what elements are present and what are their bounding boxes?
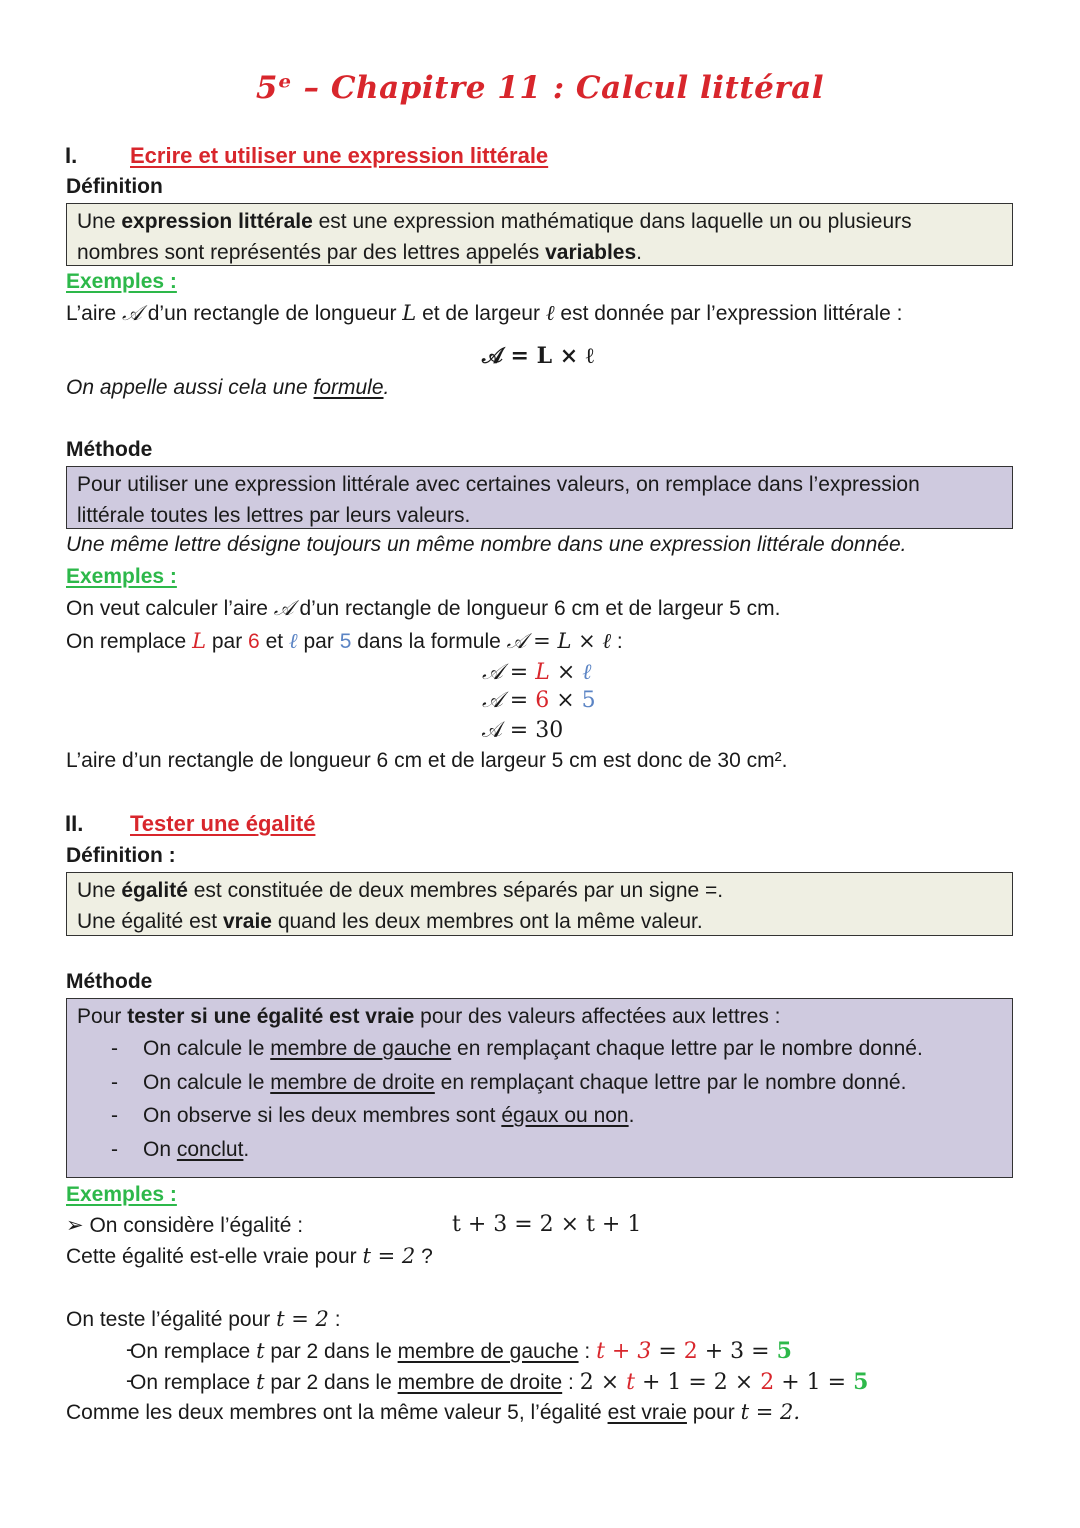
- d-expr2: 2: [760, 1370, 775, 1395]
- def2-a: Une: [77, 879, 122, 902]
- ex1-text-c: et de largeur: [416, 302, 546, 325]
- def1-text-f: .: [636, 241, 643, 264]
- test-c: :: [328, 1308, 341, 1331]
- ex2-var-l: ℓ: [288, 629, 298, 653]
- calc1-L: L: [535, 660, 550, 685]
- ex2-var-L: L: [192, 629, 207, 653]
- calc2-six: 6: [535, 688, 550, 713]
- b1a: On calcule le: [143, 1037, 271, 1060]
- g-result: 5: [776, 1338, 792, 1364]
- def2-term: égalité: [121, 879, 188, 902]
- def1-text-d: nombres sont représentés par des lettres appelés: [77, 241, 546, 264]
- definition-box-1: [66, 203, 1013, 266]
- d-b: par 2 dans le: [264, 1371, 398, 1394]
- var-l: ℓ: [545, 301, 555, 325]
- ex2-l2c: et: [259, 630, 289, 653]
- b3b: égaux ou non: [501, 1104, 629, 1127]
- list-item: [105, 1099, 1002, 1133]
- d-a: On remplace: [130, 1371, 257, 1394]
- concl-d: t = 2.: [740, 1400, 801, 1424]
- method-box-1: [66, 466, 1013, 529]
- question-b: t = 2: [362, 1244, 416, 1268]
- concl-a: Comme les deux membres ont la même valeur 5, l’égalité: [66, 1401, 608, 1424]
- example2-line2: [66, 629, 623, 654]
- ex2-l2f: :: [611, 630, 623, 653]
- ex2-l2a: On remplace: [66, 630, 193, 653]
- ex2-l2b: par: [206, 630, 249, 653]
- calc-step-3: 𝒜 = 30: [482, 718, 564, 743]
- right-member-line: [130, 1369, 868, 1395]
- consider-line: [66, 1213, 303, 1238]
- ex2-six: 6: [248, 630, 260, 653]
- def2-f: quand les deux membres ont la même valeur.: [271, 910, 703, 933]
- section-1-label: Ecrire et utiliser une expression littérale: [130, 143, 549, 168]
- ex1-text-b: d’un rectangle de longueur: [141, 302, 403, 325]
- arrow-icon: ➢: [66, 1214, 84, 1237]
- test-a: On teste l’égalité pour: [66, 1308, 277, 1331]
- method-label-2: Méthode: [66, 970, 153, 993]
- formula-note-c: .: [383, 376, 390, 399]
- d-t: t: [256, 1370, 265, 1394]
- b3c: .: [628, 1104, 635, 1127]
- definition-label-1: Définition: [66, 175, 163, 198]
- d-expr3: + 1 =: [774, 1370, 854, 1395]
- example2-line1: [66, 596, 780, 621]
- formula-note-a: On appelle aussi cela une: [66, 376, 314, 399]
- examples-label-2: Exemples :: [66, 565, 177, 588]
- question-c: ?: [415, 1245, 433, 1268]
- method-label-1: Méthode: [66, 438, 153, 461]
- page-title: 5ᵉ – Chapitre 11 : Calcul littéral: [255, 70, 825, 106]
- g-t: t: [256, 1339, 265, 1363]
- method2-bullets: [77, 1032, 1002, 1166]
- ex2-l1a: On veut calculer l’aire: [66, 597, 274, 620]
- b4b: conclut: [176, 1137, 244, 1161]
- definition-label-2: Définition :: [66, 844, 176, 867]
- def2-d: Une égalité est: [77, 910, 223, 933]
- definition-box-2: [66, 872, 1013, 936]
- def1-text-c: est une expression mathématique dans laquelle un ou plusieurs: [312, 210, 912, 233]
- b4a: On: [143, 1137, 177, 1161]
- calc2-a: 𝒜 =: [482, 688, 536, 713]
- d-expr1b: + 1 = 2 ×: [634, 1370, 761, 1395]
- section-2-heading: [65, 811, 315, 837]
- example1-line: [66, 301, 902, 326]
- calc1-times: ×: [549, 660, 583, 685]
- test-b: t = 2: [276, 1307, 329, 1331]
- ex2-l2d: par: [297, 630, 340, 653]
- d-u: membre de droite: [397, 1371, 563, 1394]
- section-1-number: I.: [65, 143, 78, 168]
- b1c: en remplaçant chaque lettre par le nombre donné.: [451, 1037, 923, 1060]
- g-expr3: + 3 =: [697, 1339, 777, 1364]
- def2-vraie: vraie: [222, 910, 272, 933]
- ex2-five: 5: [339, 630, 352, 653]
- left-member-line: [130, 1338, 792, 1364]
- calc1-l: ℓ: [582, 660, 592, 685]
- example2-conclusion: L’aire d’un rectangle de longueur 6 cm et de largeur 5 cm est donc de 30 cm².: [66, 749, 788, 772]
- def2-c: est constituée de deux membres séparés par un signe =.: [187, 879, 724, 902]
- calc2-five: 5: [581, 688, 596, 713]
- formula-note: [66, 376, 389, 400]
- b2c: en remplaçant chaque lettre par le nombre donné.: [434, 1070, 907, 1094]
- examples-label-3: Exemples :: [66, 1183, 177, 1206]
- d-result: 5: [853, 1369, 869, 1395]
- calc2-times: ×: [549, 688, 582, 713]
- equation: t + 3 = 2 × t + 1: [452, 1212, 642, 1237]
- test-line: [66, 1307, 341, 1332]
- ex1-text-a: L’aire: [66, 302, 123, 325]
- ex2-l1b: d’un rectangle de longueur 6 cm et de largeur 5 cm.: [293, 597, 781, 620]
- g-b: par 2 dans le: [264, 1340, 398, 1363]
- g-u: membre de gauche: [397, 1340, 579, 1363]
- b1b: membre de gauche: [270, 1037, 452, 1060]
- method-box-2: [66, 998, 1013, 1178]
- b2a: On calcule le: [143, 1070, 271, 1094]
- ex1-text-d: est donnée par l’expression littérale :: [554, 302, 903, 325]
- meth2-intro-c: pour des valeurs affectées aux lettres :: [414, 1005, 781, 1028]
- calc-step-2: [482, 688, 596, 713]
- method1-note: Une même lettre désigne toujours un même nombre dans une expression littérale donnée.: [66, 533, 907, 556]
- question-a: Cette égalité est-elle vraie pour: [66, 1245, 363, 1268]
- b2b: membre de droite: [270, 1070, 435, 1094]
- list-item: [105, 1066, 1002, 1100]
- formula-word: formule: [313, 376, 384, 399]
- meth2-intro-b: tester si une égalité est vraie: [127, 1005, 415, 1028]
- def1-text-a: Une: [77, 210, 122, 233]
- g-expr2: 2: [683, 1339, 698, 1364]
- b3a: On observe si les deux membres sont: [143, 1104, 502, 1127]
- d-expr1t: t: [626, 1370, 635, 1395]
- method1-line1: Pour utiliser une expression littérale avec certaines valeurs, on remplace dans l’expression: [77, 473, 920, 496]
- section-2-number: II.: [65, 811, 84, 836]
- consider-text: On considère l’égalité :: [89, 1214, 304, 1237]
- ex2-var-A: 𝒜: [273, 596, 294, 620]
- final-conclusion: [66, 1400, 800, 1425]
- b4c: .: [243, 1137, 250, 1161]
- list-item: [105, 1032, 1002, 1066]
- calc-step-1: [482, 659, 591, 685]
- ex2-formula: 𝒜 = L × ℓ: [506, 629, 612, 653]
- concl-c: pour: [686, 1401, 741, 1424]
- concl-b: est vraie: [607, 1401, 687, 1424]
- formula-area: 𝒜 = L × ℓ: [482, 343, 595, 369]
- g-eq1: =: [651, 1339, 684, 1364]
- section-1-heading: [65, 143, 548, 169]
- d-c: :: [562, 1371, 580, 1394]
- g-expr1: t + 3: [596, 1339, 652, 1364]
- ex2-l2e: dans la formule: [351, 630, 507, 653]
- var-A: 𝒜: [122, 301, 142, 325]
- var-L: L: [402, 301, 417, 325]
- calc1-a: 𝒜 =: [482, 660, 536, 685]
- d-expr1a: 2 ×: [579, 1370, 627, 1395]
- section-2-label: Tester une égalité: [130, 811, 316, 836]
- g-c: :: [578, 1340, 597, 1363]
- def1-variables: variables: [545, 241, 637, 264]
- def1-term: expression littérale: [121, 210, 313, 233]
- question-line: [66, 1244, 433, 1269]
- meth2-intro-a: Pour: [77, 1005, 128, 1028]
- g-a: On remplace: [130, 1340, 257, 1363]
- examples-label-1: Exemples :: [66, 270, 177, 293]
- method1-line2: littérale toutes les lettres par leurs valeurs.: [77, 504, 471, 527]
- list-item: [105, 1133, 1002, 1167]
